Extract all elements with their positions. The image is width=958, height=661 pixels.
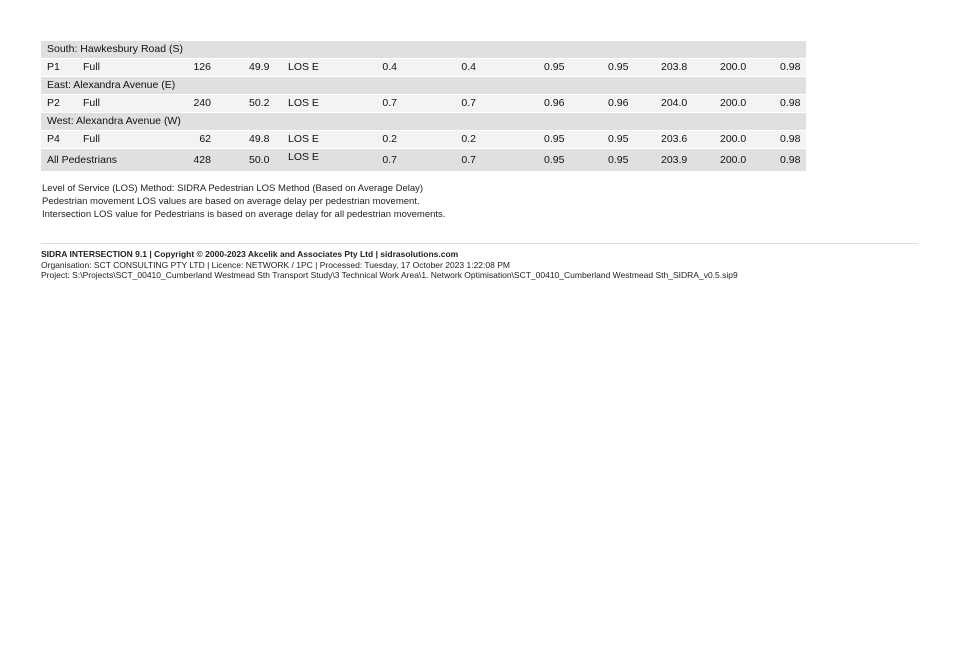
- travel-time: 204.0: [661, 97, 688, 109]
- level-of-service: LOS E: [288, 61, 319, 73]
- demand-flow: 428: [193, 154, 211, 166]
- footer-divider: [41, 243, 918, 244]
- queue-distance: 0.7: [461, 154, 476, 166]
- demand-flow: 126: [193, 61, 211, 73]
- queue-ped: 0.4: [382, 61, 397, 73]
- average-speed: 0.98: [780, 133, 801, 145]
- level-of-service: LOS E: [288, 133, 319, 145]
- note-los-method: Level of Service (LOS) Method: SIDRA Pedestrian LOS Method (Based on Average Delay): [42, 183, 424, 194]
- total-row: [41, 149, 806, 171]
- crossing-type: Full: [83, 133, 100, 145]
- level-of-service: LOS E: [288, 151, 319, 163]
- travel-time: 203.8: [661, 61, 688, 73]
- report-footer: [41, 249, 738, 281]
- section-header-east: East: Alexandra Avenue (E): [41, 77, 806, 94]
- queue-distance: 0.4: [461, 61, 476, 73]
- level-of-service: LOS E: [288, 97, 319, 109]
- travel-time: 203.6: [661, 133, 688, 145]
- table-row: [41, 95, 806, 112]
- queue-ped: 0.2: [382, 133, 397, 145]
- stop-rate: 0.95: [608, 133, 629, 145]
- pedestrian-movement-table: [41, 41, 806, 172]
- average-speed: 0.98: [780, 97, 801, 109]
- queue-ped: 0.7: [382, 154, 397, 166]
- queue-ped: 0.7: [382, 97, 397, 109]
- movement-id: P1: [47, 61, 60, 73]
- average-speed: 0.98: [780, 61, 801, 73]
- crossing-type: Full: [83, 61, 100, 73]
- queue-distance: 0.7: [461, 97, 476, 109]
- note-intersection-los: Intersection LOS value for Pedestrians is based on average delay for all pedestrian movements.: [42, 209, 446, 220]
- stop-rate: 0.96: [608, 97, 629, 109]
- travel-distance: 200.0: [720, 97, 747, 109]
- crossing-type: Full: [83, 97, 100, 109]
- travel-distance: 200.0: [720, 154, 747, 166]
- stop-rate: 0.95: [608, 61, 629, 73]
- movement-id: P2: [47, 97, 60, 109]
- average-delay: 49.9: [249, 61, 270, 73]
- stop-rate: 0.95: [608, 154, 629, 166]
- footer-copyright: SIDRA INTERSECTION 9.1 | Copyright © 2000-2023 Akcelik and Associates Pty Ltd | sidrasolutions.com: [41, 249, 459, 259]
- section-header-west: West: Alexandra Avenue (W): [41, 113, 806, 130]
- average-speed: 0.98: [780, 154, 801, 166]
- note-movement-los: Pedestrian movement LOS values are based on average delay per pedestrian movement.: [42, 196, 420, 207]
- demand-flow: 62: [199, 133, 211, 145]
- footer-project-path: Project: S:\Projects\SCT_00410_Cumberland Westmead Sth Transport Study\3 Technical Work Area\1. Network Optimisation\SCT_00410_Cumberland Westmead Sth_SIDRA_v0.5.sip9: [41, 270, 738, 280]
- travel-distance: 200.0: [720, 133, 747, 145]
- travel-time: 203.9: [661, 154, 688, 166]
- footer-organisation: Organisation: SCT CONSULTING PTY LTD | Licence: NETWORK / 1PC | Processed: Tuesday, 17 October 2023 1:22:08 PM: [41, 259, 510, 270]
- prop-queued: 0.95: [544, 133, 565, 145]
- average-delay: 50.0: [249, 154, 270, 166]
- table-notes: [42, 182, 445, 221]
- average-delay: 49.8: [249, 133, 270, 145]
- demand-flow: 240: [193, 97, 211, 109]
- average-delay: 50.2: [249, 97, 270, 109]
- section-header-south: South: Hawkesbury Road (S): [41, 41, 806, 58]
- prop-queued: 0.95: [544, 154, 565, 166]
- queue-distance: 0.2: [461, 133, 476, 145]
- prop-queued: 0.96: [544, 97, 565, 109]
- table-row: [41, 131, 806, 148]
- movement-id: P4: [47, 133, 60, 145]
- total-label: All Pedestrians: [47, 154, 118, 166]
- travel-distance: 200.0: [720, 61, 747, 73]
- prop-queued: 0.95: [544, 61, 565, 73]
- table-row: [41, 59, 806, 76]
